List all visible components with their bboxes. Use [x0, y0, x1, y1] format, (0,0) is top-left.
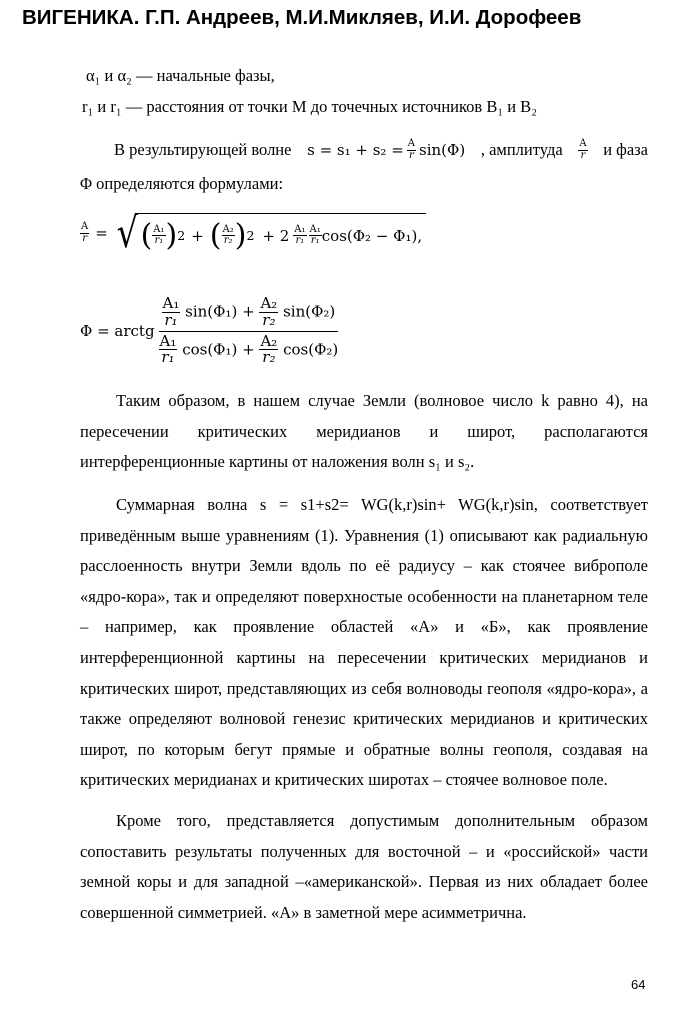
denominator: r₁: [310, 235, 320, 246]
paragraph: Кроме того, представляется допустимым дополнительным образом сопоставить результаты полученных для восточной – и «российской» части земной коры и для западной –«американской». Первая из них обладает более совершенной симметрией. «А» в заметной мере асимметрична.: [80, 811, 648, 922]
phase-text: и фаза: [603, 140, 648, 159]
numerator: A₂: [222, 223, 234, 235]
alpha-definition: α₁ и α₂ — начальные фазы,: [86, 66, 275, 85]
fraction-a-r: [80, 222, 89, 244]
amplitude-formula: [80, 208, 426, 257]
exponent: 2: [177, 228, 186, 243]
phase-lhs: Φ = arctg: [80, 322, 155, 340]
numerator: A₁: [159, 331, 177, 350]
denominator: r₂: [262, 310, 276, 329]
term: cos(Φ₁) +: [182, 339, 255, 358]
sqrt-icon: √: [116, 208, 138, 257]
term: sin(Φ₂): [283, 302, 336, 321]
plus: +: [191, 226, 204, 245]
numerator: A: [81, 221, 89, 232]
r-definition: r₁ и r₁ — расстояния от точки М до точечных источников В₁ и В₂: [82, 97, 537, 116]
fraction-a-r: [407, 139, 416, 161]
numerator: [159, 296, 339, 332]
numerator: A₁: [162, 294, 180, 312]
denominator: r₁: [161, 348, 175, 367]
fraction: [222, 225, 235, 247]
equals: =: [95, 224, 108, 242]
phase-formula: [80, 296, 338, 366]
numerator: A₂: [260, 294, 278, 312]
intro-line-2: Φ определяются формулами:: [80, 174, 284, 193]
denominator: r₂: [262, 348, 276, 367]
denominator: [159, 332, 339, 367]
fraction: [309, 225, 322, 247]
page-number: 64: [631, 977, 646, 992]
denominator: r₁: [154, 235, 164, 246]
denominator: r: [580, 149, 586, 161]
numerator: A₁: [309, 223, 321, 235]
denominator: r₁: [164, 310, 178, 329]
paragraph: Суммарная волна s = s1+s2= WG(k,r)sin+ WG(k,r)sin, соответствует приведённым выше уравнениям (1). Уравнения (1) описывают как радиальную расслоенность внутри Земли вдоль по её радиусу – как стоячее виброполе «ядро-кора», так и определяют поверхностые особенности на планетарном теле – например, как проявление областей «А» и «Б», как проявление интерференционной картины на пересечении критических меридианов и критических широт, представляющих из себя волноводы геополя «ядро-кора», а также определяют волновой генезис критических меридианов и критических широт, по которым бегут прямые и обратные волны геополя, создавая на критических меридианах и критических широтах – стоячее волновое поле.: [80, 495, 648, 790]
term: sin(Φ₁) +: [185, 302, 255, 321]
term: cos(Φ₂): [283, 339, 339, 358]
document-header: ВИГЕНИКА. Г.П. Андреев, М.И.Микляев, И.И. Дорофеев: [22, 6, 582, 29]
numerator: A₁: [153, 223, 165, 235]
denominator: r: [82, 232, 87, 244]
denominator: r₁: [295, 235, 305, 246]
denominator: r: [409, 149, 414, 161]
fraction: [152, 225, 165, 247]
equation-lhs: s = s₁ + s₂ =: [307, 141, 404, 159]
sin-phi: sin(Φ): [419, 141, 466, 159]
numerator: A₁: [294, 223, 306, 235]
arctg-fraction: [159, 296, 339, 366]
intro-text: В результирующей волне: [114, 140, 292, 159]
exponent: 2: [246, 228, 255, 243]
amplitude-text: , амплитуда: [480, 140, 563, 159]
intro-line: [114, 139, 648, 161]
numerator: A: [407, 138, 416, 149]
cos-term: cos(Φ₂ − Φ₁),: [321, 226, 423, 245]
two: + 2: [262, 226, 290, 245]
fraction: [293, 225, 306, 247]
radicand: ( $\frac{\text{A₁}}{\text{r₁}}$ ) 2 + ( $\frac{\text{A₂}}{\text{r₂}}$ ) 2 + 2 $\frac{\text{A₁}}{\text{r₁}}$ $\frac{\text{A₁}}{\text{r₁}}$ cos(Φ₂ − Φ₁),: [137, 213, 427, 253]
numerator: A₂: [260, 331, 278, 350]
numerator: A: [579, 138, 587, 149]
fraction-a-r: [578, 139, 587, 161]
denominator: r₂: [223, 235, 233, 246]
paragraph: Таким образом, в нашем случае Земли (волновое число k равно 4), на пересечении критических меридианов и широт, располагаются интерференционные картины от наложения волн s₁ и s₂.: [80, 391, 648, 472]
wave-equation: [307, 139, 465, 161]
